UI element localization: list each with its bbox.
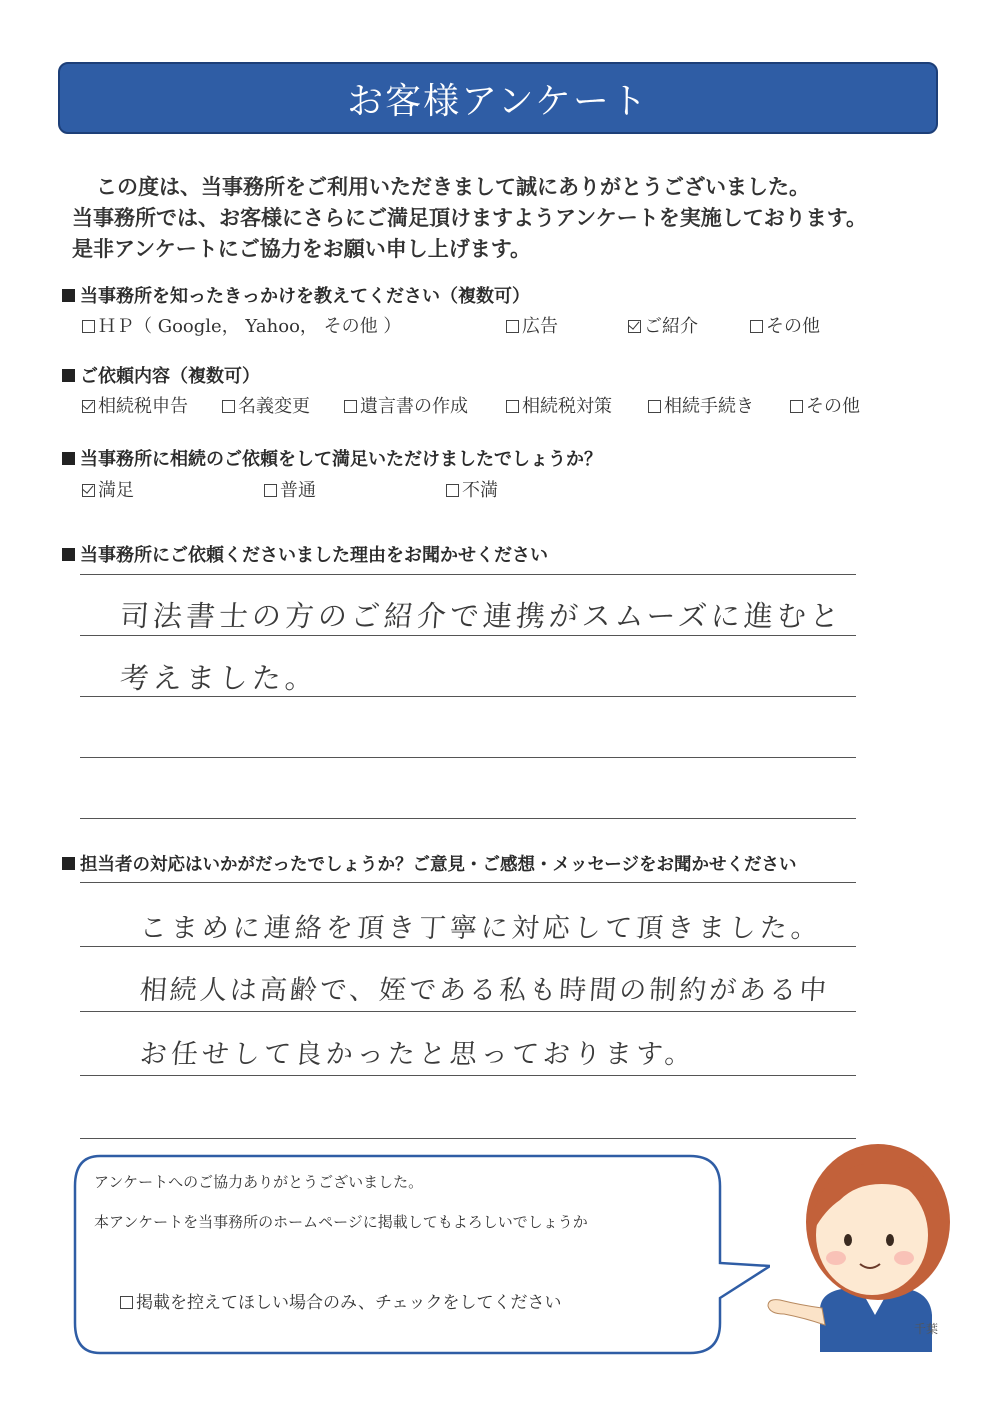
q2-option-tax-planning[interactable] xyxy=(506,392,612,418)
q5-answer-line-2[interactable]: 相続人は高齢で、姪である私も時間の制約がある中 xyxy=(138,975,831,1006)
option-label: 相続税申告 xyxy=(98,396,188,417)
intro-line-1: この度は、当事務所をご利用いただきまして誠にありがとうございました。 xyxy=(96,175,810,199)
q4-heading xyxy=(62,541,548,567)
checkbox[interactable] xyxy=(790,400,803,413)
option-label: 相続手続き xyxy=(664,396,754,417)
checkbox[interactable] xyxy=(446,484,459,497)
q1-option-referral[interactable] xyxy=(628,312,698,338)
intro-text xyxy=(72,172,962,265)
option-label: 名義変更 xyxy=(238,396,310,417)
checkbox[interactable] xyxy=(82,320,95,333)
q1-heading xyxy=(62,282,530,308)
q5-heading xyxy=(62,851,796,876)
q3-option-dissatisfied[interactable] xyxy=(446,476,498,502)
answer-rule xyxy=(80,818,856,819)
checkbox[interactable] xyxy=(648,400,661,413)
answer-rule xyxy=(80,757,856,758)
bullet-square-icon xyxy=(62,452,75,465)
checkbox-checked[interactable] xyxy=(628,320,641,333)
title-bar xyxy=(58,62,938,134)
checkbox[interactable] xyxy=(264,484,277,497)
q2-option-name-change[interactable] xyxy=(222,392,310,418)
q2-option-procedures[interactable] xyxy=(648,392,754,418)
q1-option-hp[interactable] xyxy=(82,312,401,338)
bullet-square-icon xyxy=(62,548,75,561)
bullet-square-icon xyxy=(62,369,75,382)
q5-answer-line-3[interactable]: お任せして良かったと思っております。 xyxy=(138,1039,697,1070)
q4-heading-text: 当事務所にご依頼くださいました理由をお聞かせください xyxy=(80,545,548,566)
signature: 千葉 xyxy=(914,1322,939,1336)
answer-rule xyxy=(80,946,856,947)
closing-permission: 本アンケートを当事務所のホームページに掲載してもよろしいでしょうか xyxy=(94,1213,588,1231)
option-label: 遺言書の作成 xyxy=(360,396,468,417)
checkbox[interactable] xyxy=(506,320,519,333)
answer-rule xyxy=(80,1138,856,1139)
q1-option-ad[interactable] xyxy=(506,312,558,338)
q3-heading xyxy=(62,445,602,471)
option-label: ＨＰ（ Google， Yahoo， その他 ） xyxy=(98,316,402,337)
q1-option-other[interactable] xyxy=(750,312,820,338)
checkbox-checked[interactable] xyxy=(82,484,95,497)
checkbox[interactable] xyxy=(344,400,357,413)
q5-answer-line-1[interactable]: こまめに連絡を頂き丁寧に対応して頂きました。 xyxy=(138,913,823,944)
q2-option-inheritance-tax-return[interactable] xyxy=(82,392,188,418)
q1-heading-text: 当事務所を知ったきっかけを教えてください（複数可） xyxy=(80,286,530,307)
option-label: 広告 xyxy=(522,316,558,337)
option-label: その他 xyxy=(766,316,820,337)
q4-answer-line-1[interactable]: 司法書士の方のご紹介で連携がスムーズに進むと xyxy=(118,599,845,633)
q5-heading-text: 担当者の対応はいかがだったでしょうか？ご意見・ご感想・メッセージをお聞かせください xyxy=(80,855,797,875)
closing-thanks: アンケートへのご協力ありがとうございました。 xyxy=(94,1173,424,1191)
answer-rule xyxy=(80,1011,856,1012)
answer-rule xyxy=(80,574,856,575)
intro-line-2: 当事務所では、お客様にさらにご満足頂けますようアンケートを実施しております。 xyxy=(72,206,868,230)
intro-line-3: 是非アンケートにご協力をお願い申し上げます。 xyxy=(72,237,532,261)
option-label: 普通 xyxy=(280,480,316,501)
opt-out-checkbox-row[interactable] xyxy=(120,1288,562,1313)
option-label: 相続税対策 xyxy=(522,396,612,417)
option-label: 不満 xyxy=(462,480,498,501)
q2-option-other[interactable] xyxy=(790,392,860,418)
answer-rule xyxy=(80,1075,856,1076)
option-label: 満足 xyxy=(98,480,134,501)
q2-heading xyxy=(62,362,260,388)
answer-rule xyxy=(80,635,856,636)
q2-option-will[interactable] xyxy=(344,392,468,418)
opt-out-label: 掲載を控えてほしい場合のみ、チェックをしてください xyxy=(136,1293,562,1313)
q3-option-average[interactable] xyxy=(264,476,316,502)
option-label: ご紹介 xyxy=(644,316,698,337)
q2-heading-text: ご依頼内容（複数可） xyxy=(80,366,260,387)
checkbox[interactable] xyxy=(222,400,235,413)
page-title: お客様アンケート xyxy=(347,80,649,122)
checkbox[interactable] xyxy=(120,1296,133,1309)
bullet-square-icon xyxy=(62,857,75,870)
checkbox[interactable] xyxy=(750,320,763,333)
checkbox-checked[interactable] xyxy=(82,400,95,413)
q3-heading-text: 当事務所に相続のご依頼をして満足いただけましたでしょうか？ xyxy=(80,449,602,470)
answer-rule xyxy=(80,882,856,883)
q3-option-satisfied[interactable] xyxy=(82,476,134,502)
option-label: その他 xyxy=(806,396,860,417)
q4-answer-line-2[interactable]: 考えました。 xyxy=(118,661,320,695)
checkbox[interactable] xyxy=(506,400,519,413)
bullet-square-icon xyxy=(62,289,75,302)
